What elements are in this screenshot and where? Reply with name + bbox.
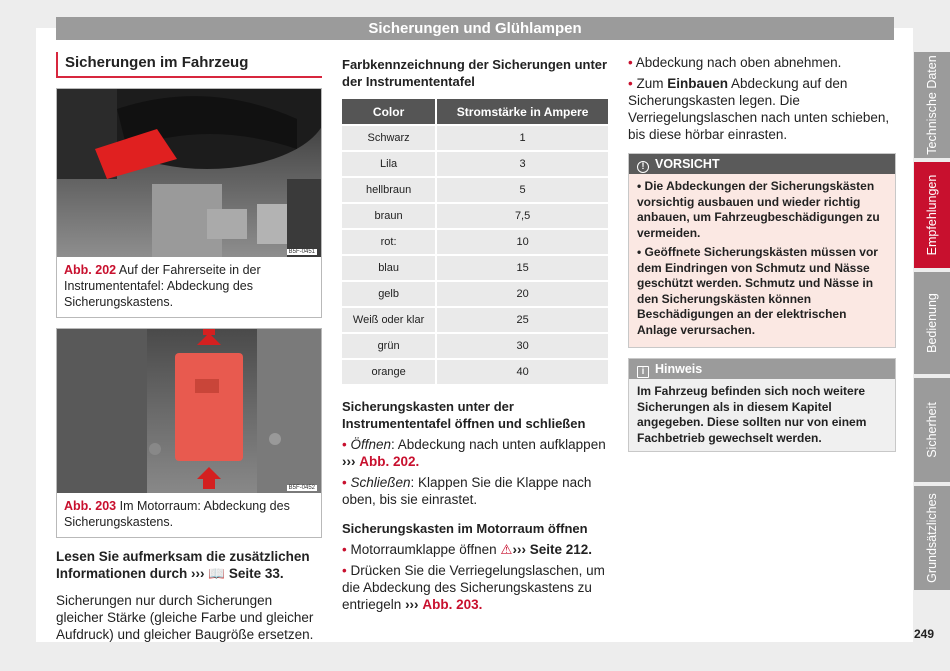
table-row	[342, 360, 608, 384]
amperage-cell: 30	[437, 334, 608, 358]
table-row	[342, 334, 608, 358]
engine-bay-illustration	[57, 329, 321, 493]
warning-title: VORSICHT	[655, 157, 720, 171]
item-text: Zum	[636, 76, 668, 91]
ref-arrows: ›››	[342, 454, 356, 469]
list-item: • Drücken Sie die Verriegelungslaschen, um die Abdeckung des Sicherungskastens zu entriegeln ››› Abb. 203.	[342, 563, 605, 612]
amperage-cell: 1	[437, 126, 608, 150]
item-label: Öffnen	[350, 437, 392, 452]
tab-bedienung[interactable]: Bedienung	[914, 272, 950, 374]
fuse-color-cell: blau	[342, 256, 437, 280]
item-text: : Abdeckung nach unten aufklappen	[391, 437, 606, 452]
figure-203	[56, 328, 322, 538]
list-item: • Zum Einbauen Abdeckung auf den Sicherungskasten legen. Die Verriegelungslaschen nach unten schieben, bis diese hörbar einrasten.	[628, 76, 890, 142]
list-item: • Öffnen: Abdeckung nach unten aufklappen ››› Abb. 202.	[342, 437, 606, 469]
table-header: Color	[342, 99, 437, 124]
fuse-color-cell: gelb	[342, 282, 437, 306]
tab-grundsaetzliches[interactable]: Grundsätzliches	[914, 486, 950, 590]
amperage-cell: 3	[437, 152, 608, 176]
figure-link[interactable]: Abb. 202.	[359, 454, 420, 469]
figure-202	[56, 88, 322, 318]
dashboard-illustration	[57, 89, 321, 257]
fuse-color-cell: braun	[342, 204, 437, 228]
note-body: Im Fahrzeug befinden sich noch weitere Sicherungen als in diesem Kapitel angegeben. Diese sollten nur von einem Fachbetrieb gewechselt werden.	[629, 379, 895, 451]
warning-box	[628, 153, 896, 348]
amperage-cell: 20	[437, 282, 608, 306]
figure-code: B5F-0452	[288, 485, 315, 491]
table-row	[342, 282, 608, 306]
figure-link[interactable]: Abb. 203.	[422, 597, 483, 612]
ref-arrows: ›››	[512, 542, 526, 557]
figure-caption-text: Im Motorraum: Abdeckung des Sicherungskastens.	[64, 499, 290, 529]
warning-header	[629, 154, 895, 174]
table-row	[342, 256, 608, 280]
fuse-color-cell: rot:	[342, 230, 437, 254]
figure-ref: Abb. 203	[64, 499, 117, 513]
color-heading: Farbkennzeichnung der Sicherungen unter der Instrumententafel	[342, 57, 608, 89]
read-more-link[interactable]: Seite 33.	[228, 566, 284, 581]
figure-caption	[57, 257, 321, 317]
fuse-color-cell: Lila	[342, 152, 437, 176]
amperage-cell: 25	[437, 308, 608, 332]
item-text: Motorraumklappe öffnen	[350, 542, 497, 557]
fuse-color-cell: hellbraun	[342, 178, 437, 202]
warning-text: Geöffnete Sicherungskästen müssen vor dem Eindringen von Schmutz und Nässe geschützt werden. Schmutz und Nässe in den Sicherungskästen können Beschädigungen an der elektrischen Anlage verursachen.	[637, 245, 878, 337]
dashboard-photo	[57, 89, 321, 257]
ref-arrows: ›››	[405, 597, 419, 612]
column-middle	[342, 56, 610, 613]
note-title: Hinweis	[655, 362, 703, 376]
warning-item: • Geöffnete Sicherungskästen müssen vor dem Eindringen von Schmutz und Nässe geschützt werden. Schmutz und Nässe in den Sicherungskästen können Beschädigungen an der elektrischen Anlage verursachen.	[637, 245, 878, 337]
amperage-cell: 5	[437, 178, 608, 202]
figure-caption	[57, 493, 321, 537]
figure-ref: Abb. 202	[64, 263, 117, 277]
table-row	[342, 308, 608, 332]
read-more-arrows: ›››	[191, 566, 205, 581]
item-text: : Klappen Sie die Klappe nach oben, bis sie einrastet.	[342, 475, 592, 507]
table-row	[342, 178, 608, 202]
amperage-cell: 10	[437, 230, 608, 254]
section-title: Sicherungen im Fahrzeug	[56, 52, 322, 78]
list-item: • Abdeckung nach oben abnehmen.	[628, 55, 842, 70]
table-row	[342, 126, 608, 150]
amperage-cell: 15	[437, 256, 608, 280]
note-header	[629, 359, 895, 379]
item-text: Drücken Sie die Verriegelungslaschen, um die Abdeckung des Sicherungskastens zu entriegeln	[342, 563, 605, 612]
open-heading: Sicherungskasten unter der Instrumententafel öffnen und schließen	[342, 399, 586, 431]
info-icon: i	[637, 366, 649, 378]
fuse-color-cell: orange	[342, 360, 437, 384]
table-row	[342, 204, 608, 228]
item-text: Abdeckung auf den Sicherungskasten legen. Die Verriegelungslaschen nach unten schieben, bis diese hörbar einrasten.	[628, 76, 890, 142]
chapter-header: Sicherungen und Glühlampen	[56, 17, 894, 40]
column-right	[628, 54, 896, 452]
table-header: Stromstärke in Ampere	[437, 99, 608, 124]
column-left	[56, 52, 322, 643]
page-number: 249	[914, 627, 935, 641]
read-more-text: Lesen Sie aufmerksam die zusätzlichen Informationen durch	[56, 549, 310, 581]
amperage-cell: 7,5	[437, 204, 608, 228]
table-row	[342, 230, 608, 254]
list-item: • Motorraumklappe öffnen ⚠››› Seite 212.	[342, 542, 593, 557]
exclamation-icon: !	[637, 161, 649, 173]
read-more	[56, 548, 322, 582]
engine-bay-photo	[57, 329, 321, 493]
fuse-rule-text: Sicherungen nur durch Sicherungen gleicher Stärke (gleiche Farbe und gleicher Aufdruck) und gleicher Baugröße ersetzen.	[56, 593, 314, 642]
warning-triangle-icon: ⚠	[500, 542, 513, 557]
item-label: Schließen	[350, 475, 411, 490]
amperage-cell: 40	[437, 360, 608, 384]
engine-heading: Sicherungskasten im Motorraum öffnen	[342, 521, 588, 536]
tab-sicherheit[interactable]: Sicherheit	[914, 378, 950, 482]
warning-text: Die Abdeckungen der Sicherungskästen vorsichtig ausbauen und wieder richtig anbauen, um Fahrzeugbeschädigungen zu vermeiden.	[637, 179, 880, 240]
warning-body	[629, 174, 895, 347]
list-item: • Schließen: Klappen Sie die Klappe nach oben, bis sie einrastet.	[342, 475, 592, 507]
tab-technische-daten[interactable]: Technische Daten	[914, 52, 950, 158]
fuse-color-table	[342, 97, 608, 386]
page-link[interactable]: Seite 212.	[529, 542, 593, 557]
item-bold: Einbauen	[667, 76, 729, 91]
figure-caption-text: Auf der Fahrerseite in der Instrumententafel: Abdeckung des Sicherungskastens.	[64, 263, 261, 309]
tab-empfehlungen[interactable]: Empfehlungen	[914, 162, 950, 268]
table-row	[342, 152, 608, 176]
item-text: Abdeckung nach oben abnehmen.	[635, 55, 842, 70]
fuse-color-cell: Schwarz	[342, 126, 437, 150]
fuse-color-cell: grün	[342, 334, 437, 358]
note-box	[628, 358, 896, 452]
fuse-color-cell: Weiß oder klar	[342, 308, 437, 332]
warning-item: • Die Abdeckungen der Sicherungskästen vorsichtig ausbauen und wieder richtig anbauen, um Fahrzeugbeschädigungen zu vermeiden.	[637, 179, 880, 240]
figure-code: B5F-0451	[288, 249, 315, 255]
book-icon: 📖	[208, 566, 226, 581]
